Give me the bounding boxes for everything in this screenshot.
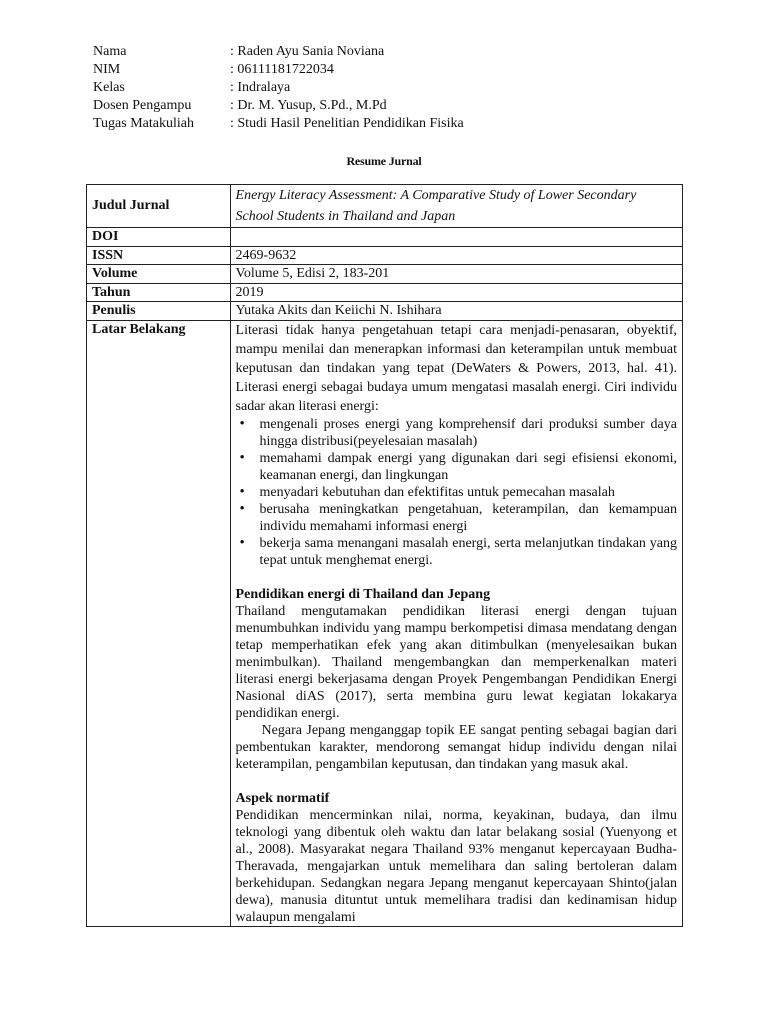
identity-row-tugas (93, 115, 464, 133)
identity-value: : Studi Hasil Penelitian Pendidikan Fisika (230, 116, 464, 131)
identity-label: Dosen Pengampu (93, 98, 192, 113)
table-row-volume (87, 265, 683, 284)
table-row-tahun (87, 283, 683, 302)
table-row-judul (87, 185, 683, 228)
list-item: • mengenali proses energi yang komprehensif dari produksi sumber daya hingga distribusi(peyelesaian masalah) (260, 416, 677, 450)
identity-block (93, 43, 464, 133)
doi-value (230, 228, 682, 247)
row-label: Volume (87, 265, 231, 284)
row-label: Tahun (87, 283, 231, 302)
section-heading-aspek: Aspek normatif (235, 790, 330, 806)
aspek-paragraph-1: Pendidikan mencerminkan nilai, norma, keyakinan, budaya, dan ilmu teknologi yang dibentuk oleh waktu dan latar belakang sosial (Yuenyong et al., 2008). Masyarakat negara Thailand 93% menganut kepercayaan Budha-Theravada, mengajarkan untuk memelihara dan saling bertoleran dalam berkehidupan. Sedangkan negara Jepang menganut kepercayaan Shinto(jalan dewa), manusia dituntut untuk memelihara tradisi dan kedinamisan hidup walaupun mengalami (235, 807, 677, 925)
identity-label: NIM (93, 62, 121, 77)
ciri-list (236, 416, 677, 569)
pendidikan-paragraph-2: Negara Jepang menganggap topik EE sangat penting sebagai bagian dari pembentukan karakter, mendorong semangat hidup individu dengan nilai keterampilan, pengambilan keputusan, dan tindakan yang masuk akal. (235, 722, 677, 772)
list-item: • menyadari kebutuhan dan efektifitas untuk pemecahan masalah (260, 484, 677, 501)
issn-value: 2469-9632 (230, 246, 682, 265)
table-row-latar-belakang (87, 320, 683, 926)
penulis-value: Yutaka Akits dan Keiichi N. Ishihara (230, 302, 682, 321)
row-label: DOI (87, 228, 231, 247)
table-row-doi (87, 228, 683, 247)
list-item: • bekerja sama menangani masalah energi, serta melanjutkan tindakan yang tepat untuk menghemat energi. (260, 535, 677, 569)
identity-value: : Dr. M. Yusup, S.Pd., M.Pd (230, 98, 387, 113)
identity-value: : Raden Ayu Sania Noviana (230, 44, 385, 59)
tahun-value: 2019 (230, 283, 682, 302)
identity-value: : 06111181722034 (230, 62, 334, 77)
identity-row-nama (93, 43, 464, 61)
latar-intro: Literasi tidak hanya pengetahuan tetapi cara menjadi-penasaran, obyektif, mampu menilai dan menerapkan informasi dan keterampilan untuk membuat keputusan dan tindakan yang tepat (DeWaters & Powers, 2013, hal. 41). Literasi energi sebagai budaya umum mengatasi masalah energi. Ciri individu sadar akan literasi energi: (235, 322, 677, 414)
identity-row-nim (93, 61, 464, 79)
identity-label: Nama (93, 44, 127, 59)
identity-label: Tugas Matakuliah (93, 116, 194, 131)
row-label: Latar Belakang (87, 320, 231, 926)
identity-row-dosen (93, 97, 464, 115)
table-row-penulis (87, 302, 683, 321)
identity-label: Kelas (93, 80, 125, 95)
document-title: Resume Jurnal (346, 154, 422, 168)
list-item: • berusaha meningkatkan pengetahuan, keterampilan, dan kemampuan individu memahami informasi energi (260, 501, 677, 535)
volume-value: Volume 5, Edisi 2, 183-201 (230, 265, 682, 284)
table-row-issn (87, 246, 683, 265)
row-label: Penulis (87, 302, 231, 321)
identity-value: : Indralaya (230, 80, 291, 95)
row-label: ISSN (87, 246, 231, 265)
identity-row-kelas (93, 79, 464, 97)
resume-table (86, 184, 683, 927)
row-label: Judul Jurnal (87, 185, 231, 228)
list-item: • memahami dampak energi yang digunakan dari segi efisiensi ekonomi, keamanan energi, dan lingkungan (260, 450, 677, 484)
latar-belakang-content (230, 320, 682, 926)
section-heading-pendidikan: Pendidikan energi di Thailand dan Jepang (235, 586, 491, 602)
pendidikan-paragraph-1: Thailand mengutamakan pendidikan literasi energi dengan tujuan menumbuhkan individu yang mampu berkompetisi dimasa mendatang dengan tetap memperhatikan efek yang akan ditimbulkan (menyelesaikan bukan menimbulkan). Thailand mengembangkan dan memperkenalkan materi literasi energi bekerjasama dengan Proyek Pengembangan Pendidikan Energi Nasional diAS (2017), serta membina guru lewat kegiatan lokakarya pendidikan energi. (235, 603, 677, 721)
journal-title: Energy Literacy Assessment: A Comparative Study of Lower Secondary School Students in Thailand and Japan (230, 185, 682, 228)
